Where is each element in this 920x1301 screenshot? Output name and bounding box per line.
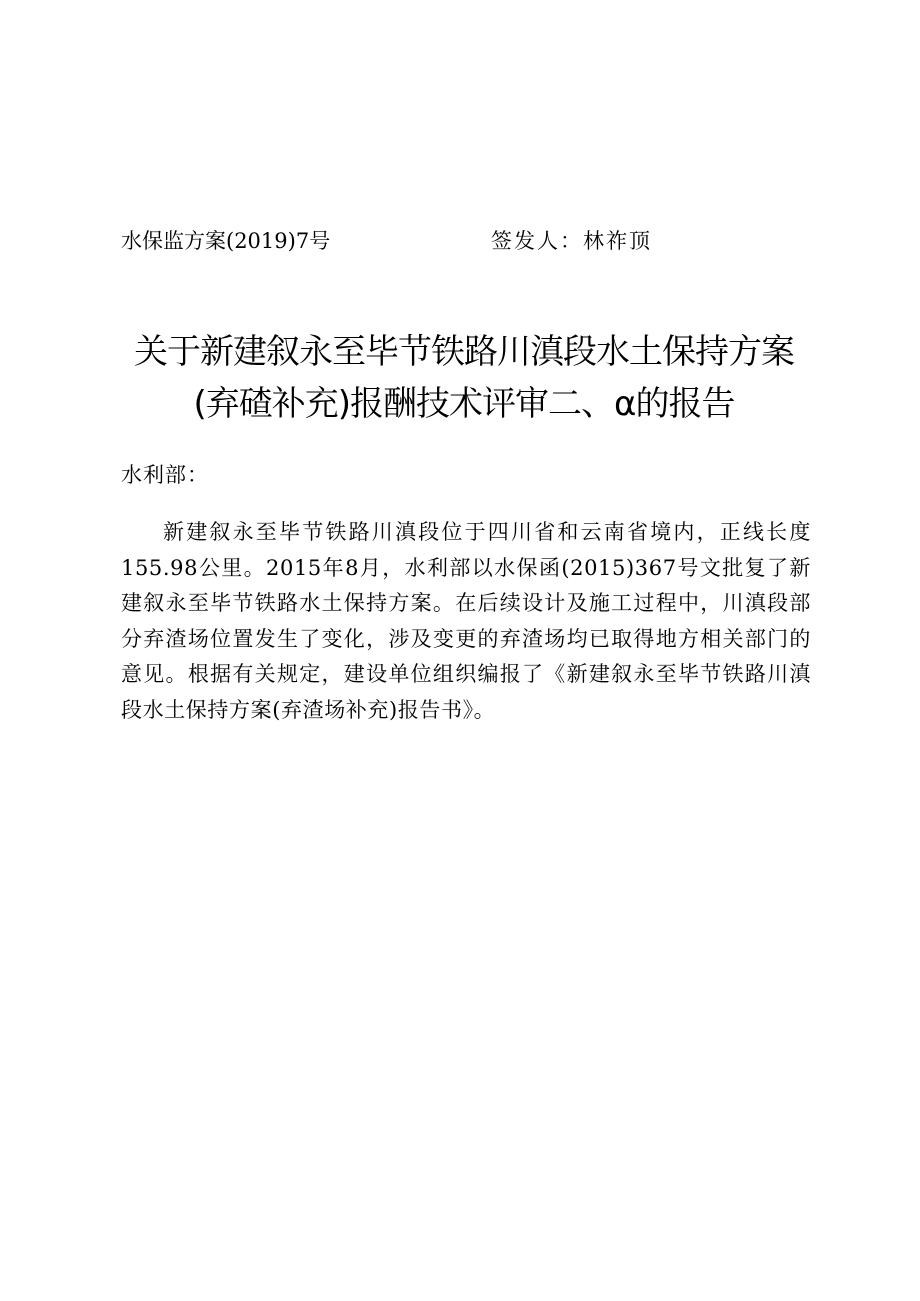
document-title <box>110 326 818 430</box>
signer: 签发人：林祚顶 <box>491 229 652 253</box>
title-line-1: 关于新建叙永至毕节铁路川滇段水土保持方案 <box>134 332 794 372</box>
recipient: 水利部： <box>121 463 209 487</box>
title-line-2: (弃碴补充)报酬技术评审二、α的报告 <box>193 384 735 424</box>
body-paragraph: 新建叙永至毕节铁路川滇段位于四川省和云南省境内，正线长度155.98公里。2015年8月，水利部以水保函(2015)367号文批复了新建叙永至毕节铁路水土保持方案。在后续设计及施工过程中，川滇段部分弃渣场位置发生了变化，涉及变更的弃渣场均已取得地方相关部门的意见。根据有关规定，建设单位组织编报了《新建叙永至毕节铁路川滇段水土保持方案(弃渣场补充)报告书》。 <box>121 520 811 722</box>
document-number: 水保监方案(2019)7号 <box>121 229 331 253</box>
